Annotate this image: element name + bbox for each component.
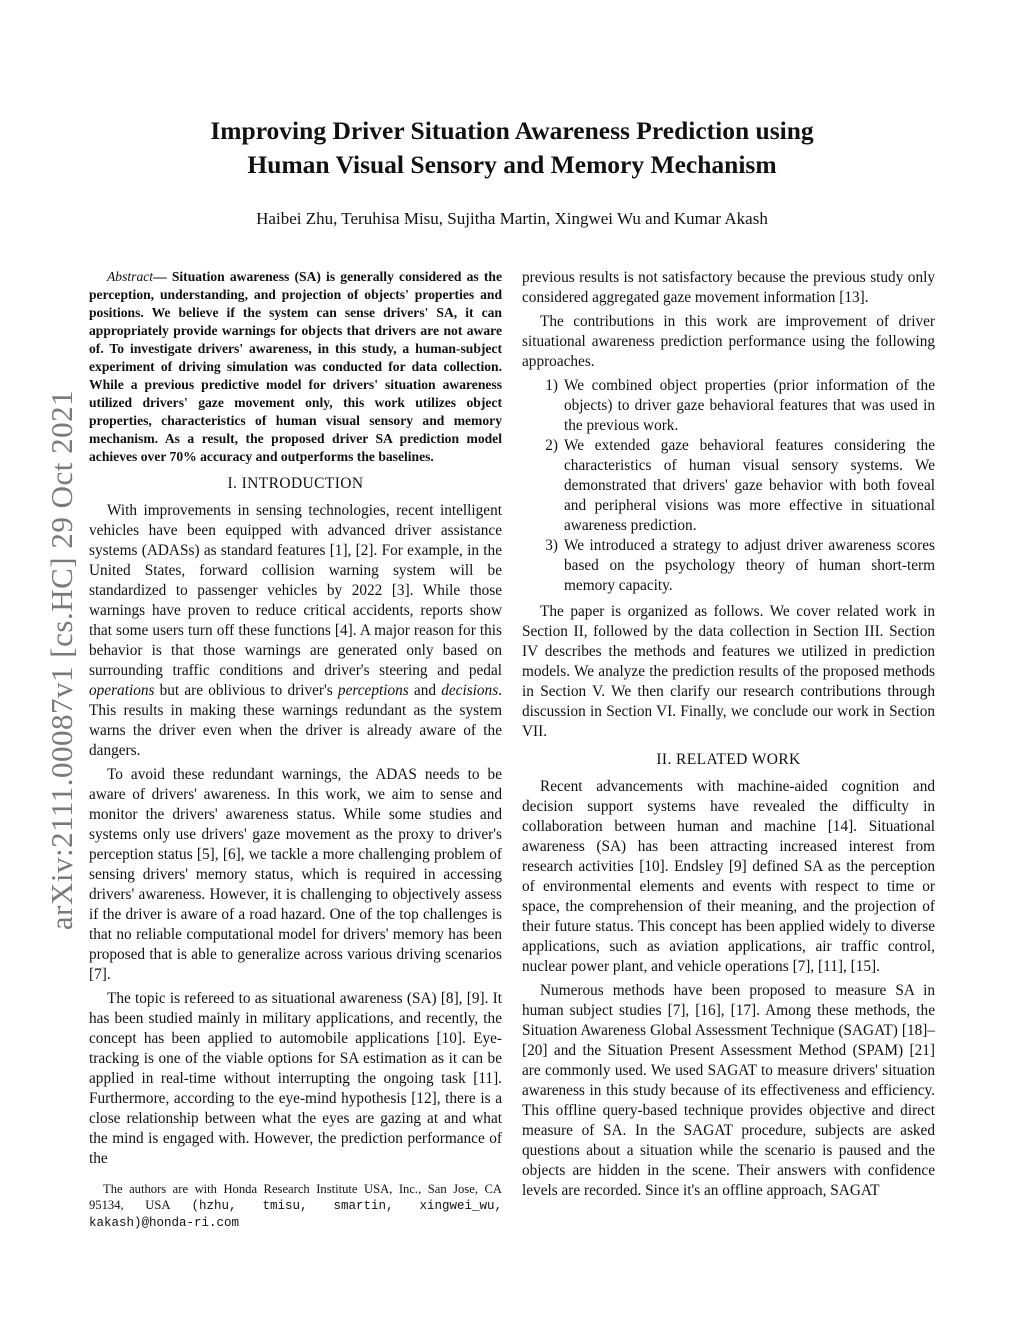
intro-paragraph-continued: previous results is not satisfactory because the previous study only considered aggregated gaze movement information [13]. — [522, 269, 935, 306]
organization-paragraph: The paper is organized as follows. We cover related work in Section II, followed by the data collection in Section III. Section IV describes the methods and features we utilized in prediction models. We analyze the prediction results of the proposed methods in Section V. We then clarify our research contributions through discussion in Section VI. Finally, we conclude our work in Section VII. — [522, 603, 935, 740]
intro-p1-text-b: but are oblivious to driver's — [154, 682, 338, 699]
footnote-emails: (hzhu, tmisu, smartin, xingwei_wu, kakash)@honda-ri.com — [89, 1199, 502, 1230]
list-item-number: 3) — [545, 537, 558, 554]
list-item — [522, 376, 935, 436]
intro-p1-text-d: . This results in making these warnings redundant as the system warns the driver even when the driver is already aware of the dangers. — [89, 682, 502, 759]
related-work-paragraph-2: Numerous methods have been proposed to measure SA in human subject studies [7], [16], [17]. Among these methods, the Situation Awareness Global Assessment Technique (SAGAT) [18]–[20] and the Situation Present Assessment Method (SPAM) [21] are commonly used. We used SAGAT to measure drivers' situation awareness in this study because of its effectiveness and efficiency. This offline query-based technique provides objective and direct measure of SA. In the SAGAT procedure, subjects are asked questions about a situation while the scenario is paused and the objects are hidden in the scene. Their answers with confidence levels are recorded. Since it's an offline approach, SAGAT — [522, 982, 935, 1199]
author-footnote — [89, 1181, 502, 1231]
intro-p1-emph-operations: operations — [89, 682, 155, 699]
section-heading-related-work: II. RELATED WORK — [656, 751, 801, 768]
contributions-list — [522, 376, 935, 596]
list-item-text: We combined object properties (prior information of the objects) to driver gaze behavioral features that was used in the previous work. — [564, 377, 935, 434]
list-item-text: We introduced a strategy to adjust driver awareness scores based on the psychology theory of human short-term memory capacity. — [564, 537, 935, 594]
contributions-paragraph: The contributions in this work are improvement of driver situational awareness prediction performance using the following approaches. — [522, 313, 935, 370]
intro-p1-text-c: and — [408, 682, 442, 699]
list-item-text: We extended gaze behavioral features considering the characteristics of human visual sensory systems. We demonstrated that drivers' gaze behavior with both foveal and peripheral visions was more effective in situational awareness prediction. — [564, 437, 935, 534]
right-column — [522, 268, 935, 1205]
related-work-paragraph-1: Recent advancements with machine-aided cognition and decision support systems have revealed the difficulty in collaboration between human and machine [14]. Situational awareness (SA) has been attracting increased interest from research activities [10]. Endsley [9] defined SA as the perception of environmental elements and events with respect to time or space, the comprehension of their meaning, and the projection of their future status. This concept has been applied widely to diverse applications, such as aviation applications, air traffic control, nuclear power plant, and vehicle operations [7], [11], [15]. — [522, 778, 935, 975]
list-item — [522, 536, 935, 596]
list-item-number: 1) — [545, 377, 558, 394]
intro-p1-text-a: With improvements in sensing technologies, recent intelligent vehicles have been equipped with advanced driver assistance systems (ADASs) as standard features [1], [2]. For example, in the United States, forward collision warning system will be standardized to passenger vehicles by 2022 [3]. While those warnings have proven to reduce critical accidents, reports show that some users turn off these functions [4]. A major reason for this behavior is that those warnings are generated only based on surrounding traffic conditions and driver's steering and pedal — [89, 502, 502, 679]
left-column — [89, 268, 502, 1231]
arxiv-identifier: arXiv:2111.00087v1 [cs.HC] 29 Oct 2021 — [44, 389, 79, 931]
abstract — [89, 268, 502, 466]
footnote-affiliation: The authors are with Honda Research Institute USA, Inc., San Jose, CA 95134, USA — [89, 1182, 502, 1212]
author-list: Haibei Zhu, Teruhisa Misu, Sujitha Martin, Xingwei Wu and Kumar Akash — [256, 209, 768, 228]
abstract-label: Abstract — [107, 269, 154, 284]
section-heading-introduction: I. INTRODUCTION — [227, 475, 364, 492]
intro-paragraph-1 — [89, 501, 502, 761]
intro-paragraph-3: The topic is refereed to as situational awareness (SA) [8], [9]. It has been studied mainly in military applications, and recently, the concept has been applied to automobile applications [10]. Eye-tracking is one of the viable options for SA estimation as it can be applied in real-time without interrupting the ongoing task [11]. Furthermore, according to the eye-mind hypothesis [12], there is a close relationship between what the eyes are gazing at and what the mind is engaged with. However, the prediction performance of the — [89, 990, 502, 1167]
list-item — [522, 436, 935, 536]
title-line-1: Improving Driver Situation Awareness Prediction using — [210, 116, 814, 145]
abstract-text: — Situation awareness (SA) is generally considered as the perception, understanding, and projection of objects' properties and positions. We believe if the system can sense drivers' SA, it can appropriately provide warnings for objects that drivers are not aware of. To investigate drivers' awareness, in this study, a human-subject experiment of driving simulation was conducted for data collection. While a previous predictive model for drivers' situation awareness utilized drivers' gaze movement only, this work utilizes object properties, characteristics of human visual sensory and memory mechanism. As a result, the proposed driver SA prediction model achieves over 70% accuracy and outperforms the baselines. — [89, 269, 502, 464]
intro-p1-emph-decisions: decisions — [441, 682, 499, 699]
title-line-2: Human Visual Sensory and Memory Mechanism — [247, 150, 777, 179]
paper-title — [0, 114, 1024, 182]
intro-p1-emph-perceptions: perceptions — [337, 682, 409, 699]
list-item-number: 2) — [545, 437, 558, 454]
intro-paragraph-2: To avoid these redundant warnings, the ADAS needs to be aware of drivers' awareness. In this work, we aim to sense and monitor the drivers' awareness status. While some studies and systems only use drivers' gaze movement as the proxy to driver's perception status [5], [6], we tackle a more challenging problem of sensing drivers' memory status, which is required in accessing drivers' awareness. However, it is challenging to objectively assess if the driver is aware of a road hazard. One of the top challenges is that no reliable computational model for drivers' memory has been proposed that is able to generalize across various driving scenarios [7]. — [89, 766, 502, 983]
